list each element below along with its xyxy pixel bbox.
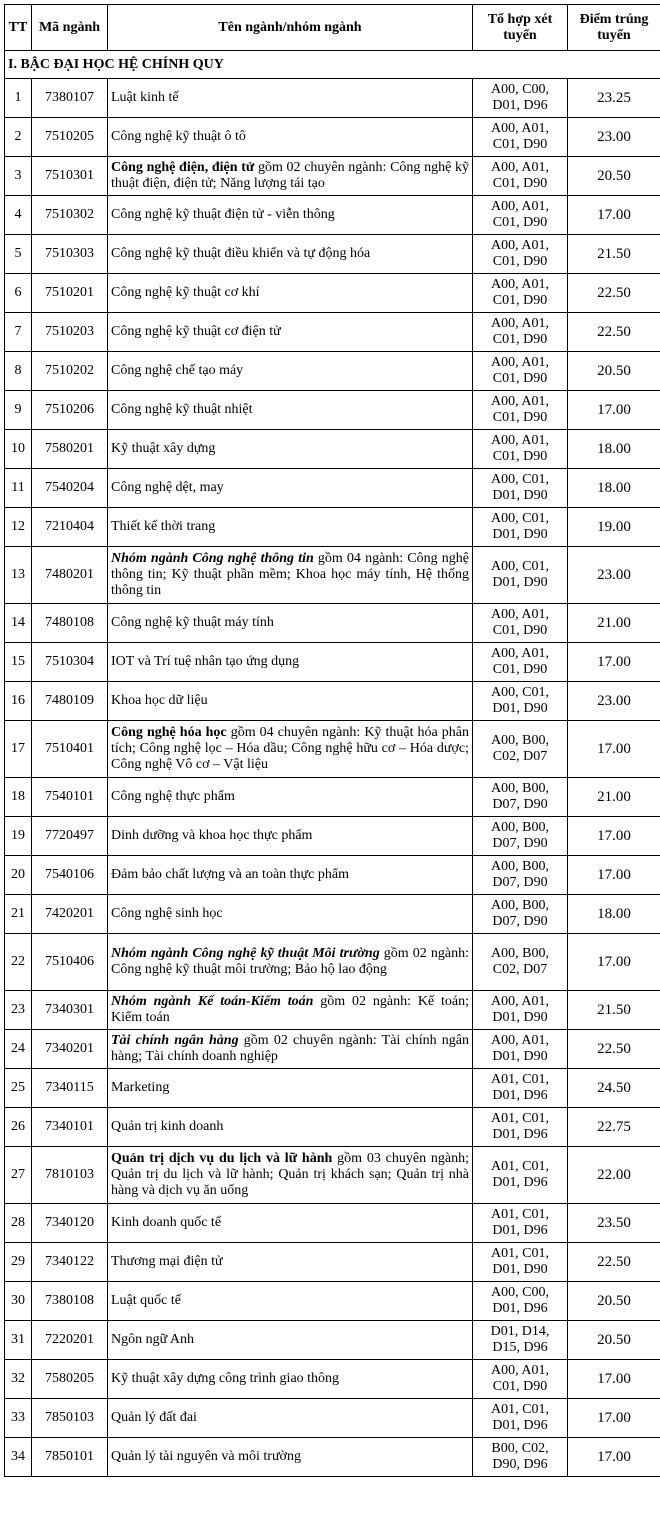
- major-name: Thiết kế thời trang: [108, 508, 473, 547]
- admission-score: 21.50: [568, 235, 660, 274]
- combo-line-1: A00, C01,: [473, 472, 567, 488]
- admission-score: 17.00: [568, 1360, 660, 1399]
- combo-line-2: D01, D90: [473, 701, 567, 717]
- combo-line-2: C01, D90: [473, 662, 567, 678]
- row-number: 4: [5, 196, 32, 235]
- combo-line-2: D01, D90: [473, 527, 567, 543]
- table-row: [5, 547, 660, 604]
- table-row: [5, 778, 660, 817]
- table-row: [5, 934, 660, 991]
- row-number: 25: [5, 1069, 32, 1108]
- admission-score: 17.00: [568, 391, 660, 430]
- combo-line-2: C01, D90: [473, 371, 567, 387]
- combo-line-1: A01, C01,: [473, 1159, 567, 1175]
- combo-line-2: D01, D90: [473, 488, 567, 504]
- combo-line-1: A01, C01,: [473, 1207, 567, 1223]
- admission-score: 18.00: [568, 430, 660, 469]
- major-name: IOT và Trí tuệ nhân tạo ứng dụng: [108, 643, 473, 682]
- row-number: 2: [5, 118, 32, 157]
- major-code: 7480108: [32, 604, 108, 643]
- combo-line-1: D01, D14,: [473, 1324, 567, 1340]
- subject-combinations: [473, 235, 568, 274]
- admission-score: 23.00: [568, 547, 660, 604]
- major-code: 7850101: [32, 1438, 108, 1477]
- subject-combinations: [473, 391, 568, 430]
- subject-combinations: [473, 157, 568, 196]
- combo-line-1: A00, B00,: [473, 733, 567, 749]
- major-code: 7340301: [32, 991, 108, 1030]
- table-row: [5, 1147, 660, 1204]
- subject-combinations: [473, 856, 568, 895]
- major-code: 7340115: [32, 1069, 108, 1108]
- admission-score: 17.00: [568, 817, 660, 856]
- combo-line-1: A00, C01,: [473, 511, 567, 527]
- major-code: 7510304: [32, 643, 108, 682]
- combo-line-2: D01, D96: [473, 1175, 567, 1191]
- combo-line-2: C01, D90: [473, 1379, 567, 1395]
- subject-combinations: [473, 1399, 568, 1438]
- major-name: Đảm bảo chất lượng và an toàn thực phẩm: [108, 856, 473, 895]
- major-name: Công nghệ kỹ thuật cơ khí: [108, 274, 473, 313]
- admission-score: 22.50: [568, 313, 660, 352]
- subject-combinations: [473, 895, 568, 934]
- header-combo: Tổ hợp xét tuyển: [473, 5, 568, 51]
- subject-combinations: [473, 817, 568, 856]
- subject-combinations: [473, 1204, 568, 1243]
- subject-combinations: [473, 1069, 568, 1108]
- admission-score: 17.00: [568, 1438, 660, 1477]
- table-row: [5, 508, 660, 547]
- row-number: 15: [5, 643, 32, 682]
- subject-combinations: [473, 1438, 568, 1477]
- row-number: 21: [5, 895, 32, 934]
- combo-line-1: A00, B00,: [473, 781, 567, 797]
- subject-combinations: [473, 1321, 568, 1360]
- admission-score: 22.75: [568, 1108, 660, 1147]
- major-name-detail: gồm 04 ngành: Công nghệ thông tin; Kỹ thuật phần mềm; Khoa học máy tính, Hệ thống thông tin: [111, 551, 469, 598]
- admission-score: 19.00: [568, 508, 660, 547]
- major-name: Công nghệ kỹ thuật nhiệt: [108, 391, 473, 430]
- row-number: 12: [5, 508, 32, 547]
- table-row: [5, 1438, 660, 1477]
- combo-line-1: A00, B00,: [473, 946, 567, 962]
- table-row: [5, 391, 660, 430]
- major-name-emphasis: Tài chính ngân hàng: [111, 1033, 239, 1048]
- major-code: 7510202: [32, 352, 108, 391]
- major-name: Dinh dưỡng và khoa học thực phẩm: [108, 817, 473, 856]
- table-row: [5, 895, 660, 934]
- table-row: [5, 1243, 660, 1282]
- major-name-emphasis: Nhóm ngành Kế toán-Kiểm toán: [111, 994, 313, 1009]
- row-number: 16: [5, 682, 32, 721]
- major-code: 7810103: [32, 1147, 108, 1204]
- major-name: [108, 1030, 473, 1069]
- admission-score: 17.00: [568, 196, 660, 235]
- row-number: 8: [5, 352, 32, 391]
- combo-line-2: C01, D90: [473, 254, 567, 270]
- header-tt: TT: [5, 5, 32, 51]
- row-number: 3: [5, 157, 32, 196]
- row-number: 10: [5, 430, 32, 469]
- section-row: [5, 51, 660, 79]
- combo-line-1: A00, A01,: [473, 994, 567, 1010]
- subject-combinations: [473, 643, 568, 682]
- table-row: [5, 1108, 660, 1147]
- combo-line-1: A00, A01,: [473, 1363, 567, 1379]
- table-row: [5, 1030, 660, 1069]
- major-name-detail: gồm 02 ngành: Kế toán; Kiểm toán: [111, 994, 469, 1025]
- subject-combinations: [473, 274, 568, 313]
- table-row: [5, 1399, 660, 1438]
- major-name: Công nghệ thực phẩm: [108, 778, 473, 817]
- table-row: [5, 682, 660, 721]
- combo-line-1: A00, A01,: [473, 277, 567, 293]
- admission-score: 23.00: [568, 682, 660, 721]
- table-row: [5, 991, 660, 1030]
- major-code: 7540106: [32, 856, 108, 895]
- combo-line-2: D01, D96: [473, 98, 567, 114]
- major-code: 7340101: [32, 1108, 108, 1147]
- subject-combinations: [473, 118, 568, 157]
- table-row: [5, 1204, 660, 1243]
- major-code: 7420201: [32, 895, 108, 934]
- header-code: Mã ngành: [32, 5, 108, 51]
- row-number: 23: [5, 991, 32, 1030]
- row-number: 34: [5, 1438, 32, 1477]
- combo-line-2: C01, D90: [473, 176, 567, 192]
- row-number: 14: [5, 604, 32, 643]
- major-code: 7510203: [32, 313, 108, 352]
- combo-line-2: D07, D90: [473, 836, 567, 852]
- admission-score: 23.25: [568, 79, 660, 118]
- major-name: Quản lý tài nguyên và môi trường: [108, 1438, 473, 1477]
- combo-line-2: C01, D90: [473, 449, 567, 465]
- table-row: [5, 856, 660, 895]
- admission-score: 22.50: [568, 1243, 660, 1282]
- major-name-detail: gồm 02 chuyên ngành: Tài chính ngân hàng; Tài chính doanh nghiệp: [111, 1033, 469, 1064]
- table-row: [5, 79, 660, 118]
- major-code: 7340122: [32, 1243, 108, 1282]
- major-name-detail: gồm 02 chuyên ngành: Công nghệ kỹ thuật điện, điện tử; Năng lượng tái tạo: [111, 160, 469, 191]
- table-row: [5, 1321, 660, 1360]
- major-name-detail: gồm 02 ngành: Công nghệ kỹ thuật môi trường; Bảo hộ lao động: [111, 946, 469, 977]
- combo-line-1: A00, A01,: [473, 355, 567, 371]
- row-number: 9: [5, 391, 32, 430]
- combo-line-1: A00, A01,: [473, 1033, 567, 1049]
- table-row: [5, 1282, 660, 1321]
- subject-combinations: [473, 352, 568, 391]
- table-row: [5, 817, 660, 856]
- header-row: [5, 5, 660, 51]
- major-name: Luật quốc tế: [108, 1282, 473, 1321]
- subject-combinations: [473, 682, 568, 721]
- major-name: Quản trị kinh doanh: [108, 1108, 473, 1147]
- admission-score: 21.50: [568, 991, 660, 1030]
- major-code: 7510303: [32, 235, 108, 274]
- combo-line-1: A00, C01,: [473, 559, 567, 575]
- major-name: Khoa học dữ liệu: [108, 682, 473, 721]
- subject-combinations: [473, 79, 568, 118]
- major-name: Kỹ thuật xây dựng: [108, 430, 473, 469]
- combo-line-1: A00, A01,: [473, 121, 567, 137]
- major-code: 7580201: [32, 430, 108, 469]
- row-number: 33: [5, 1399, 32, 1438]
- major-code: 7340120: [32, 1204, 108, 1243]
- major-name-emphasis: Công nghệ điện, điện tử: [111, 160, 254, 175]
- combo-line-2: C01, D90: [473, 410, 567, 426]
- row-number: 1: [5, 79, 32, 118]
- combo-line-2: D15, D96: [473, 1340, 567, 1356]
- major-name-detail: gồm 03 chuyên ngành; Quản trị du lịch và lữ hành; Quản trị khách sạn; Quản trị nhà hàng và dịch vụ ăn uống: [111, 1151, 469, 1198]
- major-name: [108, 157, 473, 196]
- table-row: [5, 604, 660, 643]
- admission-score: 23.00: [568, 118, 660, 157]
- section-title: I. BẬC ĐẠI HỌC HỆ CHÍNH QUY: [5, 51, 660, 79]
- row-number: 11: [5, 469, 32, 508]
- combo-line-2: D01, D96: [473, 1088, 567, 1104]
- subject-combinations: [473, 1108, 568, 1147]
- major-name: Marketing: [108, 1069, 473, 1108]
- major-name-emphasis: Nhóm ngành Công nghệ thông tin: [111, 551, 314, 566]
- admission-score: 17.00: [568, 856, 660, 895]
- admission-score: 20.50: [568, 1321, 660, 1360]
- major-code: 7510201: [32, 274, 108, 313]
- subject-combinations: [473, 934, 568, 991]
- admission-score: 17.00: [568, 721, 660, 778]
- major-name: Công nghệ kỹ thuật điều khiển và tự động hóa: [108, 235, 473, 274]
- combo-line-2: C01, D90: [473, 137, 567, 153]
- row-number: 24: [5, 1030, 32, 1069]
- major-name: Công nghệ sinh học: [108, 895, 473, 934]
- major-code: 7510205: [32, 118, 108, 157]
- major-code: 7510401: [32, 721, 108, 778]
- admission-score: 17.00: [568, 1399, 660, 1438]
- major-code: 7540101: [32, 778, 108, 817]
- admission-score: 18.00: [568, 469, 660, 508]
- major-name: [108, 721, 473, 778]
- combo-line-1: A00, A01,: [473, 160, 567, 176]
- major-code: 7380107: [32, 79, 108, 118]
- major-name: Ngôn ngữ Anh: [108, 1321, 473, 1360]
- combo-line-2: C01, D90: [473, 332, 567, 348]
- subject-combinations: [473, 1282, 568, 1321]
- major-code: 7850103: [32, 1399, 108, 1438]
- major-name: Công nghệ kỹ thuật ô tô: [108, 118, 473, 157]
- admission-score: 17.00: [568, 643, 660, 682]
- major-code: 7510302: [32, 196, 108, 235]
- row-number: 29: [5, 1243, 32, 1282]
- header-score: Điểm trúng tuyển: [568, 5, 660, 51]
- admission-score: 20.50: [568, 352, 660, 391]
- subject-combinations: [473, 604, 568, 643]
- row-number: 26: [5, 1108, 32, 1147]
- table-row: [5, 469, 660, 508]
- combo-line-1: A00, A01,: [473, 316, 567, 332]
- major-name: Kinh doanh quốc tế: [108, 1204, 473, 1243]
- combo-line-1: A01, C01,: [473, 1246, 567, 1262]
- major-name: [108, 991, 473, 1030]
- major-code: 7720497: [32, 817, 108, 856]
- major-code: 7480201: [32, 547, 108, 604]
- subject-combinations: [473, 721, 568, 778]
- subject-combinations: [473, 313, 568, 352]
- combo-line-1: B00, C02,: [473, 1441, 567, 1457]
- row-number: 18: [5, 778, 32, 817]
- admission-score: 24.50: [568, 1069, 660, 1108]
- combo-line-2: D01, D96: [473, 1223, 567, 1239]
- combo-line-1: A00, C01,: [473, 685, 567, 701]
- combo-line-2: D01, D96: [473, 1127, 567, 1143]
- row-number: 28: [5, 1204, 32, 1243]
- combo-line-2: D01, D90: [473, 575, 567, 591]
- table-row: [5, 1069, 660, 1108]
- combo-line-2: D01, D90: [473, 1262, 567, 1278]
- combo-line-2: D07, D90: [473, 797, 567, 813]
- subject-combinations: [473, 991, 568, 1030]
- row-number: 6: [5, 274, 32, 313]
- major-code: 7480109: [32, 682, 108, 721]
- major-code: 7210404: [32, 508, 108, 547]
- combo-line-2: D01, D90: [473, 1049, 567, 1065]
- combo-line-1: A00, B00,: [473, 898, 567, 914]
- subject-combinations: [473, 547, 568, 604]
- admission-score: 22.50: [568, 274, 660, 313]
- table-row: [5, 430, 660, 469]
- table-row: [5, 118, 660, 157]
- major-name: [108, 934, 473, 991]
- combo-line-1: A01, C01,: [473, 1402, 567, 1418]
- major-name: Kỹ thuật xây dựng công trình giao thông: [108, 1360, 473, 1399]
- row-number: 13: [5, 547, 32, 604]
- major-name: Công nghệ dệt, may: [108, 469, 473, 508]
- combo-line-2: C01, D90: [473, 293, 567, 309]
- major-code: 7510206: [32, 391, 108, 430]
- combo-line-2: C01, D90: [473, 215, 567, 231]
- admission-score-table: [4, 4, 660, 1477]
- table-row: [5, 235, 660, 274]
- table-row: [5, 274, 660, 313]
- combo-line-1: A00, A01,: [473, 646, 567, 662]
- combo-line-1: A00, A01,: [473, 433, 567, 449]
- combo-line-2: D07, D90: [473, 914, 567, 930]
- major-name: Quản lý đất đai: [108, 1399, 473, 1438]
- subject-combinations: [473, 778, 568, 817]
- admission-score: 21.00: [568, 604, 660, 643]
- combo-line-1: A00, A01,: [473, 199, 567, 215]
- admission-score: 20.50: [568, 157, 660, 196]
- major-code: 7540204: [32, 469, 108, 508]
- combo-line-2: C02, D07: [473, 749, 567, 765]
- major-code: 7220201: [32, 1321, 108, 1360]
- row-number: 32: [5, 1360, 32, 1399]
- table-row: [5, 196, 660, 235]
- row-number: 5: [5, 235, 32, 274]
- major-name: Công nghệ chế tạo máy: [108, 352, 473, 391]
- major-name: Luật kinh tế: [108, 79, 473, 118]
- admission-score: 23.50: [568, 1204, 660, 1243]
- subject-combinations: [473, 508, 568, 547]
- admission-score: 21.00: [568, 778, 660, 817]
- combo-line-1: A00, C00,: [473, 1285, 567, 1301]
- table-row: [5, 352, 660, 391]
- combo-line-2: C01, D90: [473, 623, 567, 639]
- major-name-detail: gồm 04 chuyên ngành: Kỹ thuật hóa phân tích; Công nghệ lọc – Hóa dầu; Công nghệ hữu cơ – Hóa dược; Công nghệ Vô cơ – Vật liệu: [111, 725, 469, 772]
- row-number: 7: [5, 313, 32, 352]
- major-code: 7580205: [32, 1360, 108, 1399]
- major-code: 7340201: [32, 1030, 108, 1069]
- table-row: [5, 313, 660, 352]
- major-name: [108, 547, 473, 604]
- combo-line-2: D01, D96: [473, 1418, 567, 1434]
- major-name: Công nghệ kỹ thuật máy tính: [108, 604, 473, 643]
- combo-line-1: A00, B00,: [473, 859, 567, 875]
- combo-line-1: A00, B00,: [473, 820, 567, 836]
- table-row: [5, 157, 660, 196]
- subject-combinations: [473, 1243, 568, 1282]
- admission-score: 20.50: [568, 1282, 660, 1321]
- table-row: [5, 643, 660, 682]
- admission-score: 17.00: [568, 934, 660, 991]
- major-name-emphasis: Nhóm ngành Công nghệ kỹ thuật Môi trường: [111, 946, 380, 961]
- row-number: 19: [5, 817, 32, 856]
- combo-line-2: D01, D96: [473, 1301, 567, 1317]
- row-number: 27: [5, 1147, 32, 1204]
- major-name: Thương mại điện tử: [108, 1243, 473, 1282]
- combo-line-2: C02, D07: [473, 962, 567, 978]
- combo-line-1: A00, A01,: [473, 394, 567, 410]
- combo-line-2: D01, D90: [473, 1010, 567, 1026]
- major-name: Công nghệ kỹ thuật điện tử - viễn thông: [108, 196, 473, 235]
- row-number: 22: [5, 934, 32, 991]
- row-number: 30: [5, 1282, 32, 1321]
- subject-combinations: [473, 469, 568, 508]
- major-code: 7510406: [32, 934, 108, 991]
- row-number: 31: [5, 1321, 32, 1360]
- major-code: 7380108: [32, 1282, 108, 1321]
- admission-score: 22.00: [568, 1147, 660, 1204]
- row-number: 20: [5, 856, 32, 895]
- subject-combinations: [473, 430, 568, 469]
- subject-combinations: [473, 196, 568, 235]
- admission-score: 18.00: [568, 895, 660, 934]
- combo-line-1: A00, A01,: [473, 607, 567, 623]
- header-name: Tên ngành/nhóm ngành: [108, 5, 473, 51]
- combo-line-1: A01, C01,: [473, 1111, 567, 1127]
- major-name: [108, 1147, 473, 1204]
- table-row: [5, 721, 660, 778]
- combo-line-2: D90, D96: [473, 1457, 567, 1473]
- major-name-emphasis: Quản trị dịch vụ du lịch và lữ hành: [111, 1151, 332, 1166]
- combo-line-2: D07, D90: [473, 875, 567, 891]
- major-name: Công nghệ kỹ thuật cơ điện tử: [108, 313, 473, 352]
- admission-score: 22.50: [568, 1030, 660, 1069]
- combo-line-1: A00, C00,: [473, 82, 567, 98]
- subject-combinations: [473, 1360, 568, 1399]
- table-row: [5, 1360, 660, 1399]
- combo-line-1: A00, A01,: [473, 238, 567, 254]
- major-name-emphasis: Công nghệ hóa học: [111, 725, 227, 740]
- row-number: 17: [5, 721, 32, 778]
- combo-line-1: A01, C01,: [473, 1072, 567, 1088]
- subject-combinations: [473, 1030, 568, 1069]
- major-code: 7510301: [32, 157, 108, 196]
- subject-combinations: [473, 1147, 568, 1204]
